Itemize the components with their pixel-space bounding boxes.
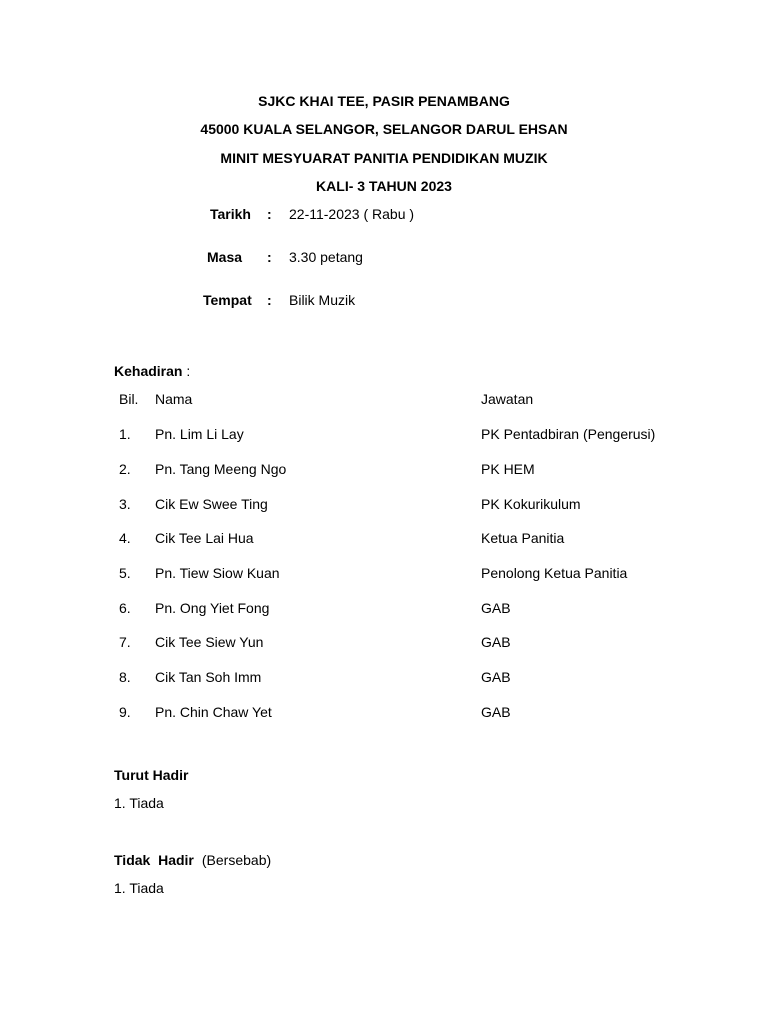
masa-value: 3.30 petang	[289, 249, 363, 265]
masa-label: Masa	[207, 249, 243, 265]
row-jawatan: GAB	[481, 634, 511, 650]
row-jawatan: PK Kokurikulum	[481, 496, 581, 512]
row-nama: Cik Ew Swee Ting	[155, 496, 268, 512]
row-jawatan: GAB	[481, 704, 511, 720]
row-bil: 6.	[119, 600, 131, 616]
row-nama: Pn. Ong Yiet Fong	[155, 600, 270, 616]
row-nama: Pn. Chin Chaw Yet	[155, 704, 272, 720]
row-jawatan: Ketua Panitia	[481, 530, 565, 546]
turut-hadir-item: 1. Tiada	[114, 795, 164, 811]
turut-hadir-heading-text: Turut Hadir	[114, 767, 189, 783]
row-nama: Pn. Lim Li Lay	[155, 426, 244, 442]
row-nama: Cik Tee Lai Hua	[155, 530, 254, 546]
kehadiran-heading-colon: :	[182, 363, 191, 379]
tidak-hadir-heading	[114, 852, 271, 868]
tempat-colon: :	[267, 292, 272, 308]
tidak-hadir-heading-text: Tidak Hadir	[114, 852, 194, 868]
column-header-jawatan: Jawatan	[481, 391, 534, 407]
school-address: 45000 KUALA SELANGOR, SELANGOR DARUL EHSAN	[200, 121, 568, 137]
tarikh-label: Tarikh	[210, 206, 251, 222]
row-bil: 1.	[119, 426, 131, 442]
row-jawatan: PK HEM	[481, 461, 535, 477]
column-header-bil: Bil.	[119, 391, 139, 407]
row-bil: 8.	[119, 669, 131, 685]
row-bil: 3.	[119, 496, 131, 512]
row-nama: Pn. Tiew Siow Kuan	[155, 565, 280, 581]
row-bil: 4.	[119, 530, 131, 546]
row-bil: 9.	[119, 704, 131, 720]
tempat-value: Bilik Muzik	[289, 292, 356, 308]
document-title: MINIT MESYUARAT PANITIA PENDIDIKAN MUZIK	[220, 150, 548, 166]
tarikh-colon: :	[267, 206, 272, 222]
kehadiran-heading	[114, 363, 190, 379]
school-name: SJKC KHAI TEE, PASIR PENAMBANG	[258, 93, 510, 109]
masa-colon: :	[267, 249, 272, 265]
column-header-nama: Nama	[155, 391, 193, 407]
row-jawatan: GAB	[481, 669, 511, 685]
kehadiran-heading-text: Kehadiran	[114, 363, 183, 379]
row-jawatan: GAB	[481, 600, 511, 616]
tidak-hadir-note: (Bersebab)	[201, 852, 272, 868]
meeting-session: KALI- 3 TAHUN 2023	[316, 178, 452, 194]
row-bil: 7.	[119, 634, 131, 650]
row-jawatan: PK Pentadbiran (Pengerusi)	[481, 426, 656, 442]
tidak-hadir-item: 1. Tiada	[114, 880, 164, 896]
row-nama: Pn. Tang Meeng Ngo	[155, 461, 287, 477]
tempat-label: Tempat	[203, 292, 252, 308]
tarikh-value: 22-11-2023 ( Rabu )	[289, 206, 415, 222]
row-nama: Cik Tee Siew Yun	[155, 634, 264, 650]
row-jawatan: Penolong Ketua Panitia	[481, 565, 628, 581]
turut-hadir-heading	[114, 767, 188, 783]
row-nama: Cik Tan Soh Imm	[155, 669, 262, 685]
row-bil: 2.	[119, 461, 131, 477]
row-bil: 5.	[119, 565, 131, 581]
